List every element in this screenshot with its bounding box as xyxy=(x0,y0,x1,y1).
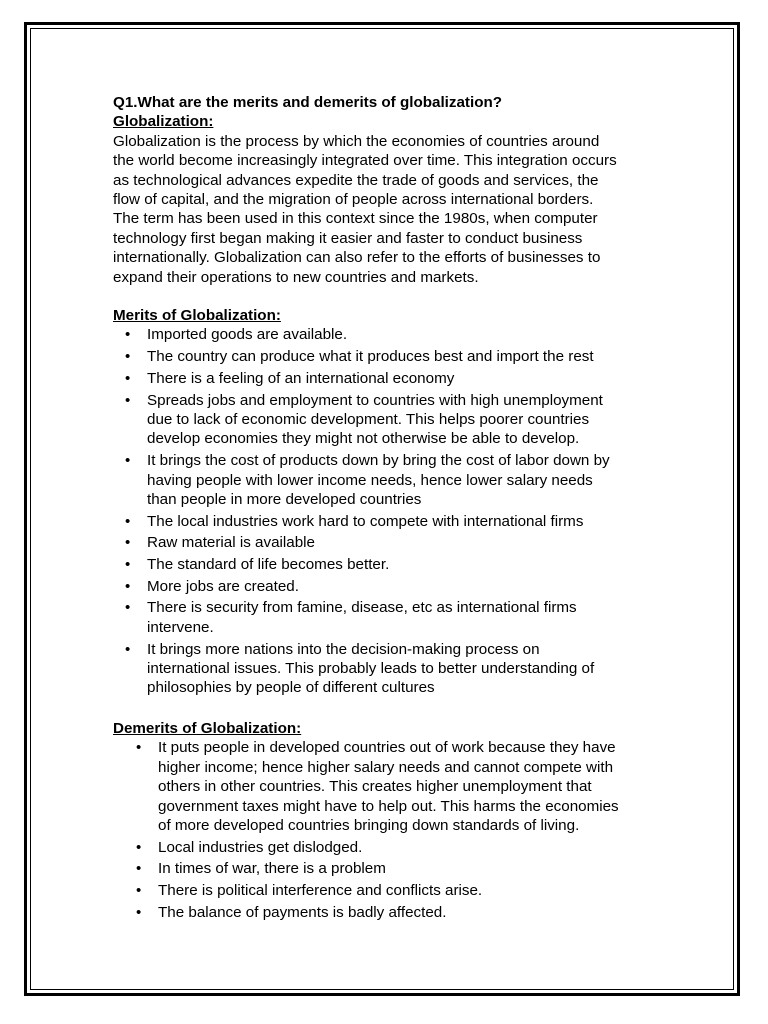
globalization-paragraph: Globalization is the process by which the economies of countries around the world become increasingly integrated over time. This integration occurs as technological advances expedite the trade of goods and services, the flow of capital, and the migration of people across international borders. The term has been used in this context since the 1980s, when computer technology first began making it easier and faster to conduct business internationally. Globalization can also refer to the efforts of businesses to expand their operations to new countries and markets. xyxy=(113,132,617,286)
merits-heading: Merits of Globalization: xyxy=(113,307,281,325)
list-item: • Local industries get dislodged. xyxy=(113,838,673,857)
list-item: • Imported goods are available. xyxy=(113,325,673,344)
list-item: • In times of war, there is a problem xyxy=(113,859,673,878)
demerits-heading: Demerits of Globalization: xyxy=(113,720,302,738)
question-title: Q1.What are the merits and demerits of globalization? xyxy=(113,94,503,111)
list-item: • It brings more nations into the decision-making process on international issues. This probably leads to better understanding of philosophies by people of different cultures xyxy=(113,640,673,698)
demerits-list xyxy=(113,738,673,922)
globalization-heading: Globalization: xyxy=(113,113,214,131)
list-item: • The local industries work hard to compete with international firms xyxy=(113,512,673,531)
list-item: • The balance of payments is badly affected. xyxy=(113,903,673,922)
list-item: • More jobs are created. xyxy=(113,577,673,596)
list-item: • The country can produce what it produces best and import the rest xyxy=(113,347,673,366)
list-item: • There is security from famine, disease, etc as international firms intervene. xyxy=(113,598,673,637)
list-item: • It puts people in developed countries out of work because they have higher income; hence higher salary needs and cannot compete with others in other countries. This creates higher unemployment that government taxes might have to help out. This harms the economies of more developed countries bringing down standards of living. xyxy=(113,738,673,835)
list-item: • There is political interference and conflicts arise. xyxy=(113,881,673,900)
spacer xyxy=(113,287,673,306)
document-content xyxy=(113,93,673,925)
merits-list xyxy=(113,325,673,697)
spacer xyxy=(113,700,673,719)
list-item: • It brings the cost of products down by bring the cost of labor down by having people with lower income needs, hence lower salary needs than people in more developed countries xyxy=(113,451,673,509)
list-item: • Spreads jobs and employment to countries with high unemployment due to lack of economic development. This helps poorer countries develop economies they might not otherwise be able to develop. xyxy=(113,391,673,449)
list-item: • The standard of life becomes better. xyxy=(113,555,673,574)
list-item: • Raw material is available xyxy=(113,533,673,552)
list-item: • There is a feeling of an international economy xyxy=(113,369,673,388)
